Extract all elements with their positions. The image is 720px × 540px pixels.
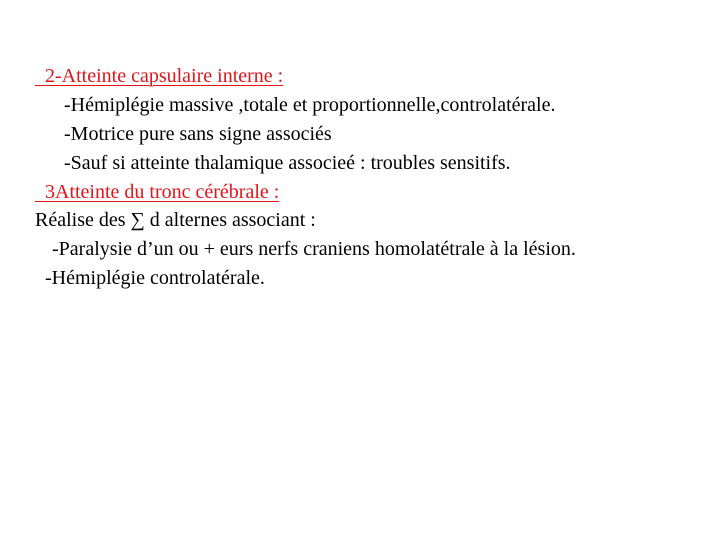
section-heading-tronc-cerebral: 3Atteinte du tronc cérébrale : — [35, 181, 280, 203]
section-heading-capsulaire: 2-Atteinte capsulaire interne : — [35, 65, 284, 87]
bullet-paralysie-nerfs: -Paralysie d’un ou + eurs nerfs craniens homolatétrale à la lésion. — [52, 238, 576, 260]
section-intro: Réalise des ∑ d alternes associant : — [35, 209, 316, 231]
bullet-hemiplegie-controlaterale: -Hémiplégie controlatérale. — [45, 267, 265, 289]
bullet-atteinte-thalamique: -Sauf si atteinte thalamique associeé : troubles sensitifs. — [64, 152, 511, 174]
bullet-motrice-pure: -Motrice pure sans signe associés — [64, 123, 332, 145]
bullet-hemiplegie-massive: -Hémiplégie massive ,totale et proportionnelle,controlatérale. — [64, 94, 556, 116]
